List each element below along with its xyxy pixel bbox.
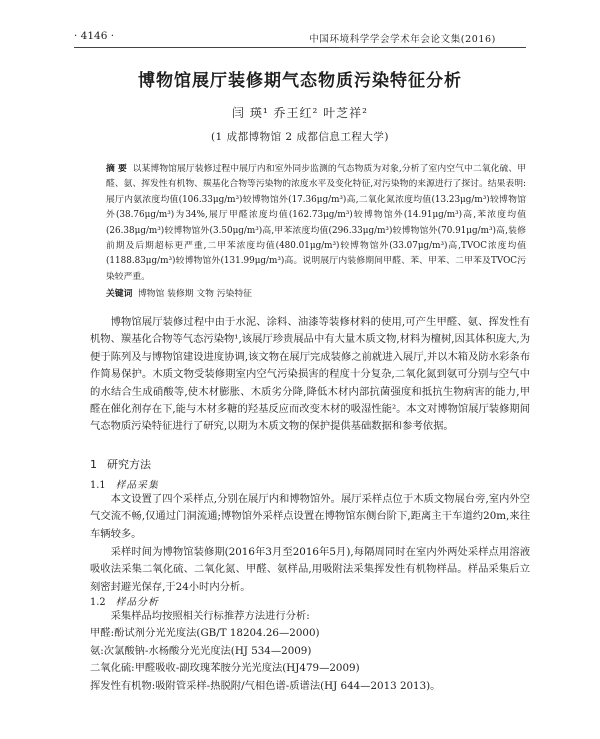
paper-title: 博物馆展厅装修期气态物质污染特征分析	[138, 71, 462, 91]
subsection-number: 1.2	[90, 597, 106, 608]
abstract-text: 以某博物馆展厅装修过程中展厅内和室外同步监测的气态物质为对象,分析了室内空气中二氧化硫、甲醛、氨、挥发性有机物、羰基化合物等污染物的浓度水平及变化特征,对污染物的来源进行了探讨。结果表明:展厅内氨浓度均值(106.33μg/m³)较博物馆外(17.36μg/m³)高,二氧化氮浓度均值(13.23μg/m³)较博物馆外(38.76μg/m³)为34%,展厅甲醛浓度均值(162.73μg/m³)较博物馆外(14.91μg/m³)高,苯浓度均值(26.38μg/m³)较博物馆外(3.50μg/m³)高,甲苯浓度均值(296.33μg/m³)较博物馆外(70.91μg/m³)高,装修前期及后期超标更严重,二甲苯浓度均值(480.01μg/m³)较博物馆外(33.07μg/m³)高,TVOC浓度均值(1188.83μg/m³)较博物馆外(131.99μg/m³)高。说明展厅内装修期间甲醛、苯、甲苯、二甲苯及TVOC污染较严重。	[106, 164, 526, 282]
keywords	[106, 286, 526, 299]
analysis-line: 挥发性有机物:吸附管采样-热脱附/气相色谱-质谱法(HJ 644—2013 2013)。	[90, 679, 441, 692]
analysis-line: 采集样品均按照相关行标推荐方法进行分析:	[110, 610, 310, 622]
analysis-line: 氨:次氯酸钠-水杨酸分光光度法(HJ 534—2009)	[90, 644, 312, 657]
abstract	[106, 162, 526, 285]
section-number: 1	[90, 458, 97, 471]
affiliations: (1 成都博物馆 2 成都信息工程大学)	[210, 131, 390, 143]
sampling-paragraph: 本文设置了四个采样点,分别在展厅内和博物馆外。展厅采样点位于木质文物展台旁,室内外空气交流不畅,仅通过门洞流通;博物馆外采样点设置在博物馆东侧台阶下,距离主干车道约20m,来往车辆较多。	[90, 493, 530, 540]
intro-paragraph: 博物馆展厅装修过程中由于水泥、涂料、油漆等装修材料的使用,可产生甲醛、氨、挥发性有机物、羰基化合物等气态污染物¹,该展厅珍贵展品中有大量木质文物,材料为檀树,因其体积庞大,为便于陈列及与博物馆建设进度协调,该文物在展厅完成装修之前就进入展厅,并以木箱及防水彩条布作简易保护。木质文物受装修期室内空气污染损害的程度十分复杂,二氧化氮到氨可分别与空气中的水结合生成硝酸等,使木材膨胀、木质劣分降,降低木材内部抗菌强度和抵抗生物病害的能力,甲醛在催化剂存在下,能与木材多糖的羟基反应而改变木材的吸湿性能²。本文对博物馆展厅装修期间气态物质污染特征进行了研究,以期为木质文物的保护提供基础数据和参考依据。	[90, 316, 530, 433]
subsection-heading	[90, 477, 159, 491]
analysis-line: 甲醛:酚试剂分光光度法(GB/T 18204.26—2000)	[90, 627, 320, 640]
journal-name: 中国环境科学学会学术年会论文集(2016)	[309, 34, 496, 45]
analysis-methods	[90, 608, 530, 695]
header-rule	[74, 47, 526, 48]
author-list: 闫 瑛¹ 乔王红² 叶芝祥²	[232, 106, 368, 120]
subsection-heading	[90, 594, 159, 608]
page-number: · 4146 ·	[74, 30, 115, 42]
sampling-time-paragraph: 采样时间为博物馆装修期(2016年3月至2016年5月),每隔周同时在室内外两处采样点用溶液吸收法采集二氧化硫、二氧化氮、甲醛、氨样品,用吸附法采集挥发性有机物样品。样品采集后立刻密封避光保存,于24小时内分析。	[90, 546, 530, 593]
subsection-title: 样品采集	[115, 480, 159, 491]
keywords-label: 关键词	[106, 289, 133, 299]
section-heading	[90, 456, 151, 472]
section-title: 研究方法	[107, 458, 151, 471]
keywords-text: 博物馆 装修期 文物 污染特征	[138, 289, 252, 299]
abstract-label: 摘 要	[106, 164, 127, 174]
analysis-line: 二氧化硫:甲醛吸收-副玫瑰苯胺分光光度法(HJ479—2009)	[90, 662, 360, 675]
subsection-number: 1.1	[90, 480, 106, 491]
subsection-title: 样品分析	[115, 597, 159, 608]
running-header	[74, 30, 526, 46]
